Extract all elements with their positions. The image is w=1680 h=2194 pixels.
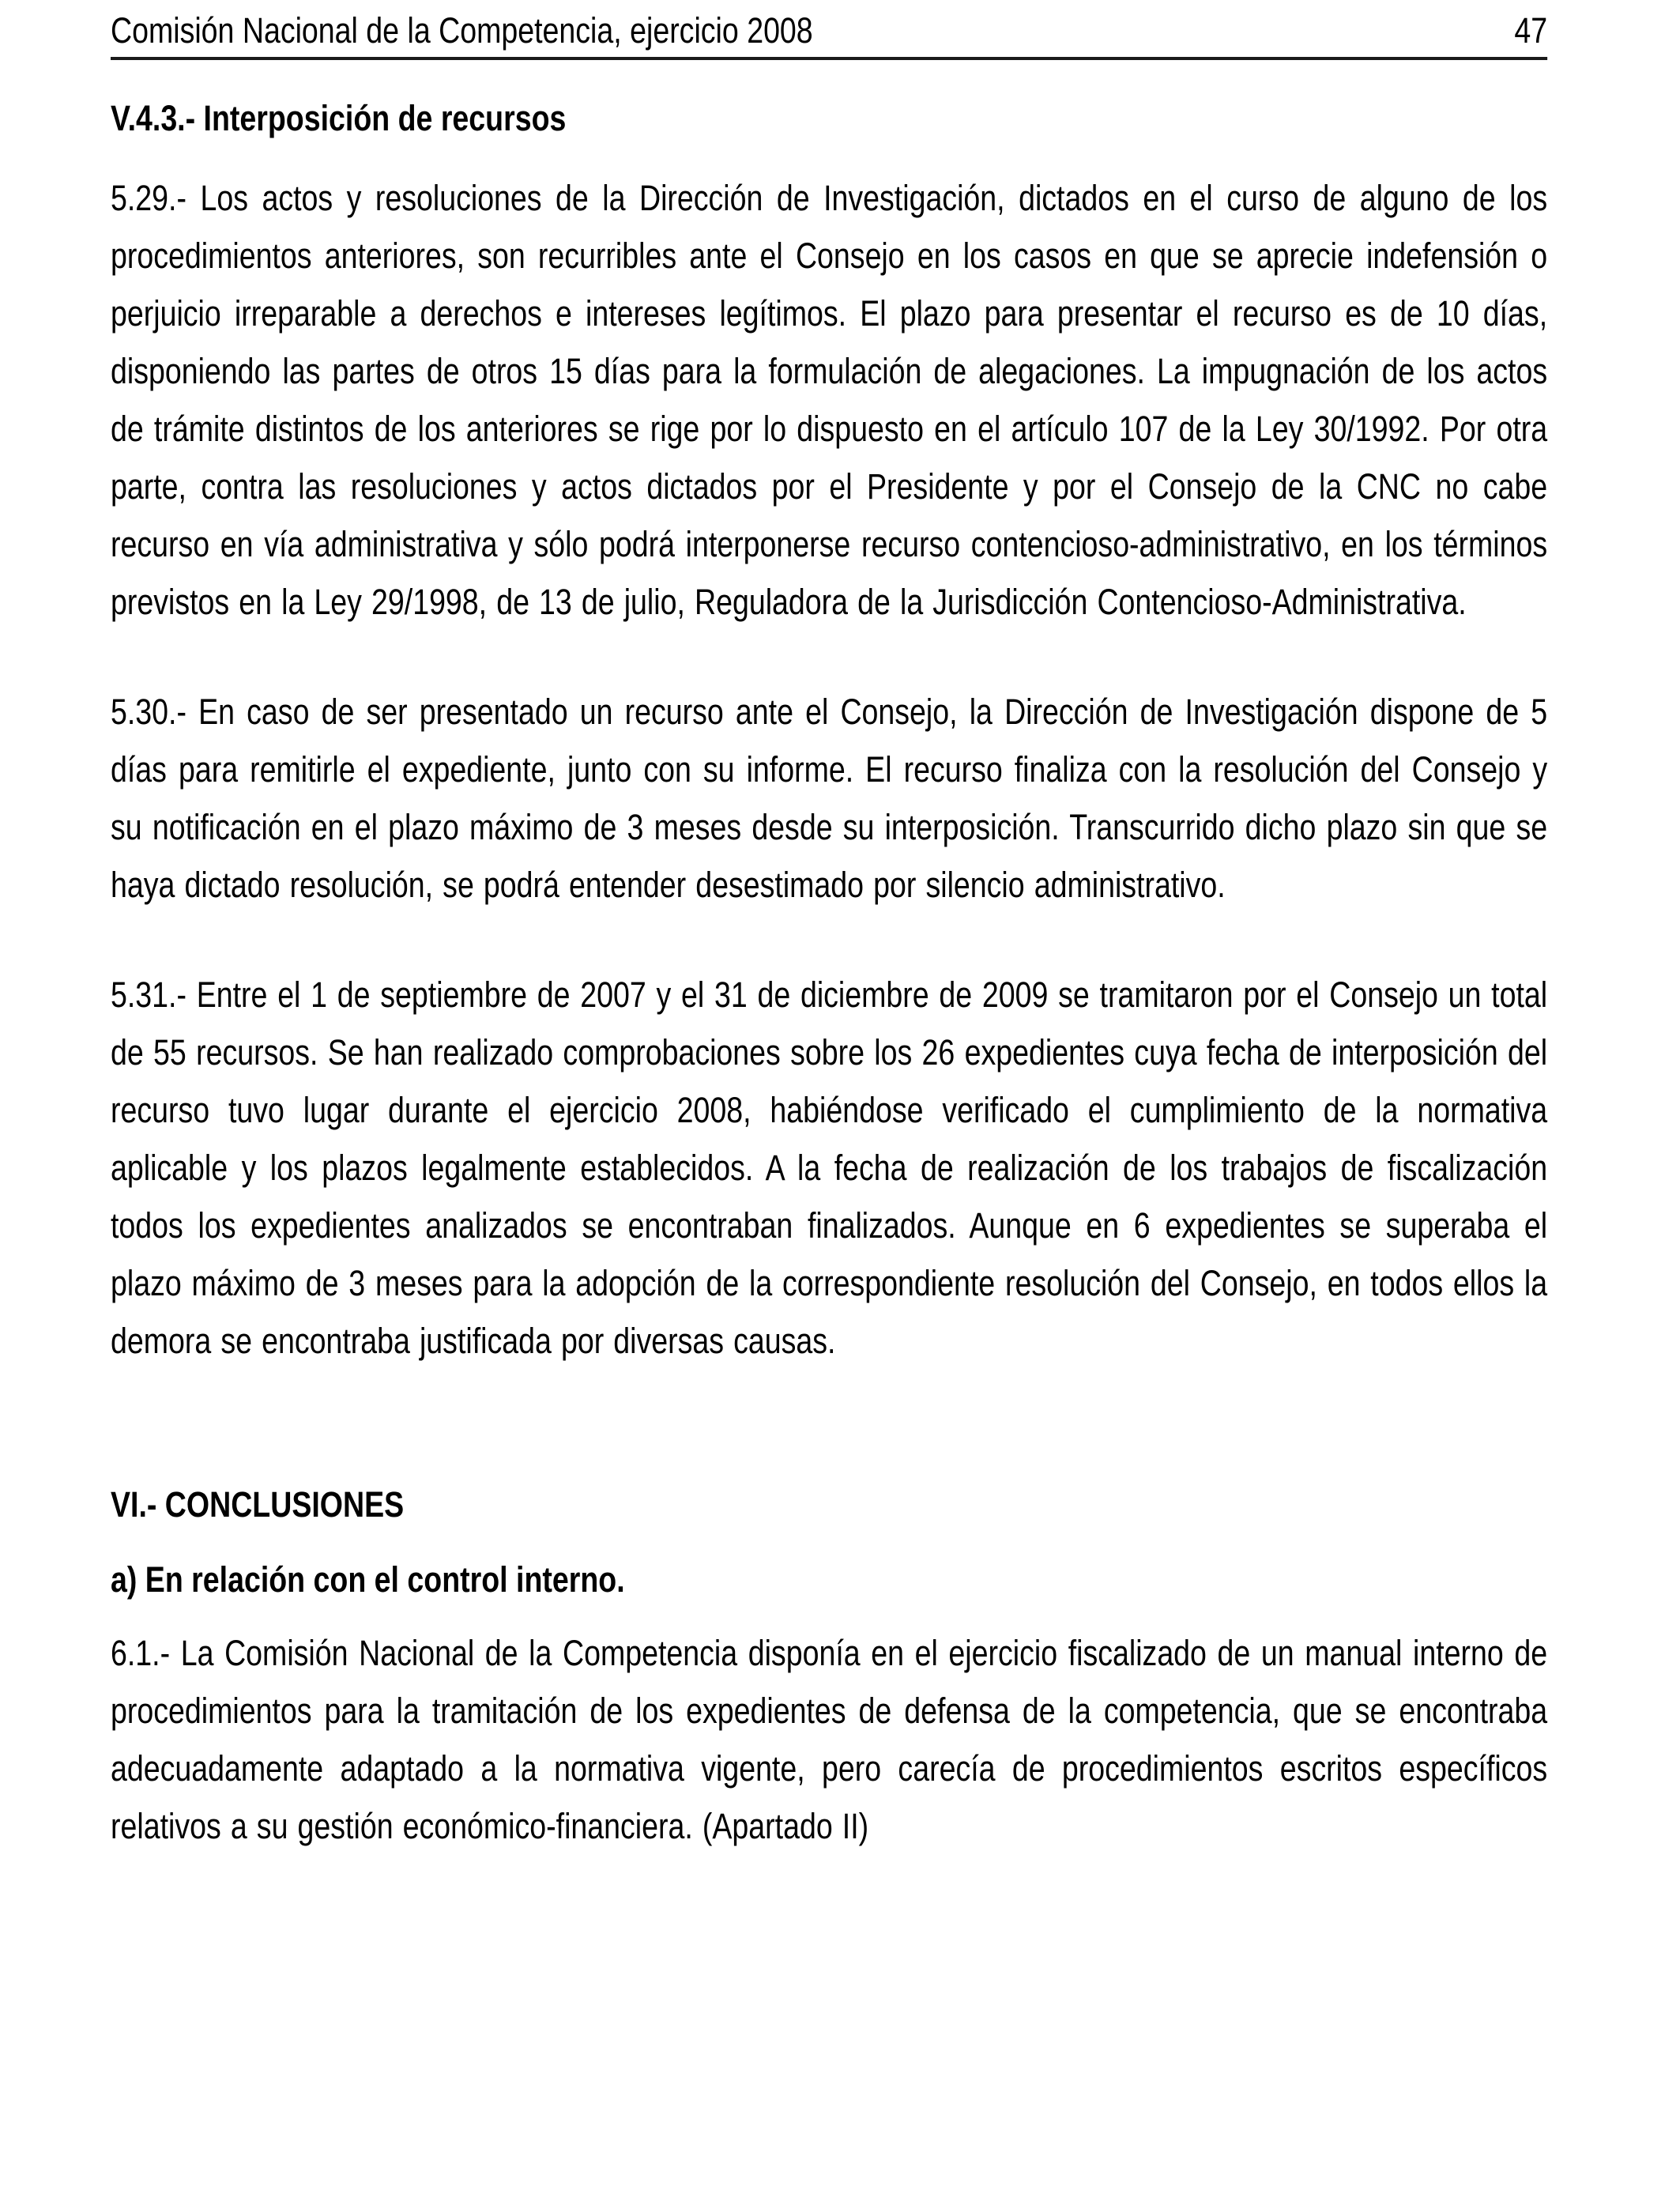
page-header [111,11,1547,51]
paragraph-6-1: 6.1.- La Comisión Nacional de la Competencia disponía en el ejercicio fiscalizado de un manual interno de procedimientos para la tramitación de los expedientes de defensa de la competencia, que se encontraba adecuadamente adaptado a la normativa vigente, pero carecía de procedimientos escritos específicos relativos a su gestión económico-financiera. (Apartado II) [111,1633,1548,1846]
paragraph-5-30: 5.30.- En caso de ser presentado un recurso ante el Consejo, la Dirección de Investigación dispone de 5 días para remitirle el expediente, junto con su informe. El recurso finaliza con la resolución del Consejo y su notificación en el plazo máximo de 3 meses desde su interposición. Transcurrido dicho plazo sin que se haya dictado resolución, se podrá entender desestimado por silencio administrativo. [111,692,1548,905]
page-number: 47 [1514,10,1548,51]
conclusions-heading: VI.- CONCLUSIONES [111,1484,405,1525]
paragraph-5-29: 5.29.- Los actos y resoluciones de la Dirección de Investigación, dictados en el curso de alguno de los procedimientos anteriores, son recurribles ante el Consejo en los casos en que se aprecie indefensión o perjuicio irreparable a derechos e intereses legítimos. El plazo para presentar el recurso es de 10 días, disponiendo las partes de otros 15 días para la formulación de alegaciones. La impugnación de los actos de trámite distintos de los anteriores se rige por lo dispuesto en el artículo 107 de la Ley 30/1992. Por otra parte, contra las resoluciones y actos dictados por el Presidente y por el Consejo de la CNC no cabe recurso en vía administrativa y sólo podrá interponerse recurso contencioso-administrativo, en los términos previstos en la Ley 29/1998, de 13 de julio, Reguladora de la Jurisdicción Contencioso-Administrativa. [111,178,1548,622]
header-rule [111,57,1547,60]
header-title: Comisión Nacional de la Competencia, ejercicio 2008 [111,10,813,51]
paragraph-5-31: 5.31.- Entre el 1 de septiembre de 2007 y el 31 de diciembre de 2009 se tramitaron por el Consejo un total de 55 recursos. Se han realizado comprobaciones sobre los 26 expedientes cuya fecha de interposición del recurso tuvo lugar durante el ejercicio 2008, habiéndose verificado el cumplimiento de la normativa aplicable y los plazos legalmente establecidos. A la fecha de realización de los trabajos de fiscalización todos los expedientes analizados se encontraban finalizados. Aunque en 6 expedientes se superaba el plazo máximo de 3 meses para la adopción de la correspondiente resolución del Consejo, en todos ellos la demora se encontraba justificada por diversas causas. [111,974,1548,1361]
document-content [111,11,1547,1855]
section-heading: V.4.3.- Interposición de recursos [111,98,567,138]
subsection-heading-control-interno: a) En relación con el control interno. [111,1559,625,1600]
